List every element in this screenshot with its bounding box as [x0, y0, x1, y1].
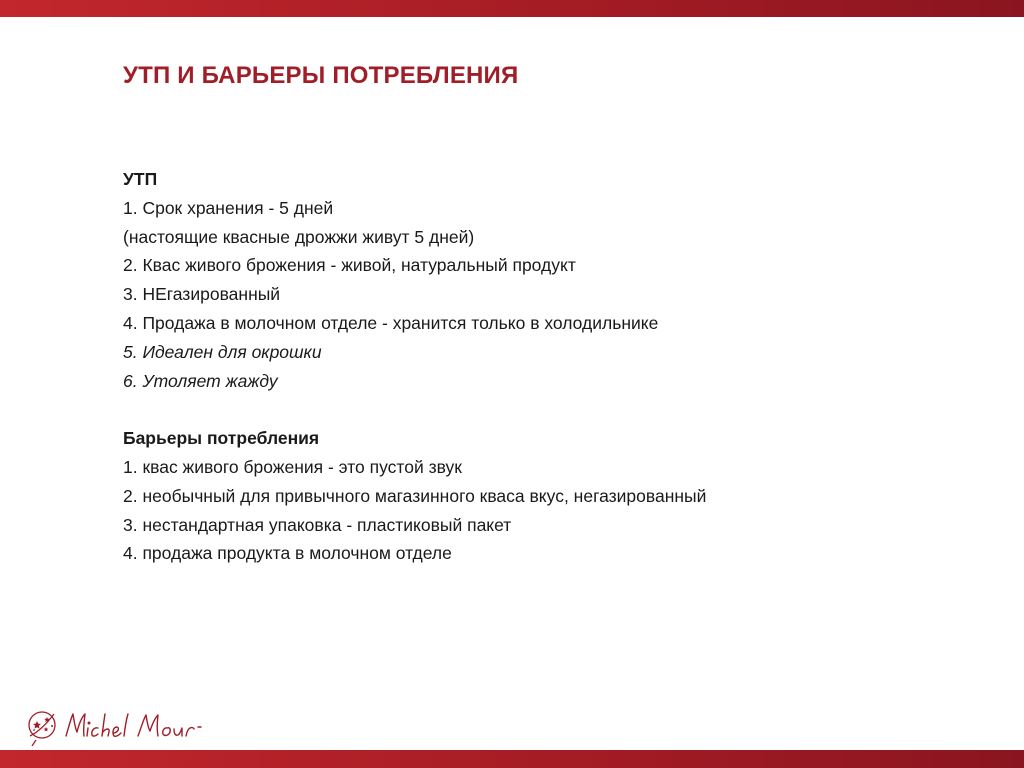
usp-item-1-note: (настоящие квасные дрожжи живут 5 дней) — [123, 226, 475, 247]
slide-title: УТП И БАРЬЕРЫ ПОТРЕБЛЕНИЯ — [123, 62, 519, 89]
usp-item-1: 1. Срок хранения - 5 дней — [123, 197, 334, 218]
usp-item-5: 5. Идеален для окрошки — [123, 341, 322, 362]
barrier-item-1: 1. квас живого брожения - это пустой звук — [123, 456, 462, 477]
section-spacer — [123, 395, 983, 424]
star-cluster-icon — [22, 706, 202, 746]
slide-content — [123, 165, 983, 568]
barrier-item-2: 2. необычный для привычного магазинного кваса вкус, негазированный — [123, 485, 707, 506]
top-accent-bar — [0, 0, 1024, 17]
usp-heading: УТП — [123, 169, 158, 189]
bottom-accent-bar — [0, 750, 1024, 768]
barrier-item-3: 3. нестандартная упаковка - пластиковый пакет — [123, 514, 512, 535]
usp-item-3: 3. НЕгазированный — [123, 284, 281, 305]
brand-logo — [22, 706, 202, 746]
barrier-item-4: 4. продажа продукта в молочном отделе — [123, 543, 452, 564]
usp-item-6: 6. Утоляет жажду — [123, 370, 278, 391]
usp-item-2: 2. Квас живого брожения - живой, натуральный продукт — [123, 255, 576, 276]
barriers-heading: Барьеры потребления — [123, 428, 320, 449]
usp-item-4: 4. Продажа в молочном отделе - хранится только в холодильнике — [123, 312, 659, 333]
